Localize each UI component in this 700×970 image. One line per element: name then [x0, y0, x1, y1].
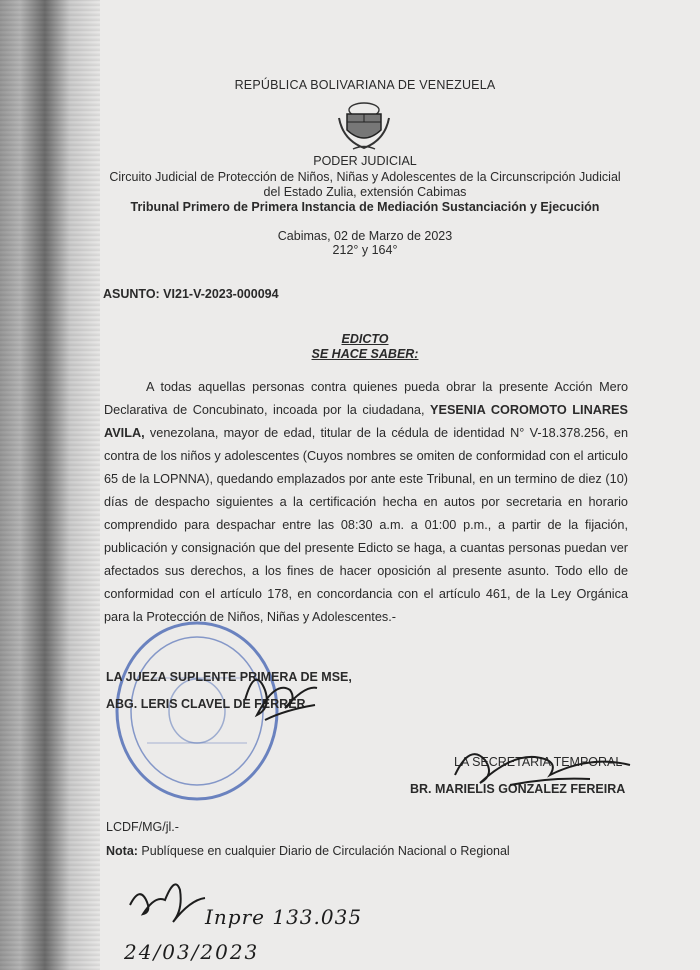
- handwritten-signature-icon: [125, 870, 210, 930]
- circuito-line-1: Circuito Judicial de Protección de Niños, Niñas y Adolescentes de la Circunscripción Judicial: [109, 170, 621, 184]
- date-block: [100, 229, 630, 257]
- applicant-name: YESENIA COROMOTO LINARES AVILA,: [104, 403, 628, 440]
- poder-judicial-heading: PODER JUDICIAL: [313, 154, 417, 168]
- edicto-title: [100, 332, 630, 362]
- body-part-1: A todas aquellas personas contra quienes pueda obrar la presente Acción Mero Declarativa de Concubinato, incoada por la ciudadana,: [104, 380, 628, 417]
- nota-label: Nota:: [106, 844, 138, 858]
- secretary-name: BR. MARIELIS GONZALEZ FEREIRA: [410, 782, 626, 796]
- circuito-line-2: del Estado Zulia, extensión Cabimas: [263, 185, 467, 199]
- judge-title: LA JUEZA SUPLENTE PRIMERA DE MSE,: [106, 670, 352, 684]
- inpre-handwritten: Inpre 133.035: [205, 905, 363, 929]
- coat-of-arms-icon: [335, 96, 393, 152]
- document-date: Cabimas, 02 de Marzo de 2023: [277, 229, 453, 243]
- reference-initials: LCDF/MG/jl.-: [106, 820, 179, 834]
- nota-text: Publíquese en cualquier Diario de Circulación Nacional o Regional: [137, 844, 510, 858]
- edicto-body: [104, 376, 628, 629]
- asunto-number: ASUNTO: VI21-V-2023-000094: [103, 287, 279, 301]
- body-part-2: venezolana, mayor de edad, titular de la cédula de identidad N° V-18.378.256, en contra de los niños y adolescentes (Cuyos nombres se omiten de conformidad con el articulo 65 de la LOPNNA), quedando emplazados por ante este Tribunal, en un termino de diez (10) días de despacho siguientes a la certificación hecha en autos por secretaria en horario comprendido para despachar entre las 08:30 a.m. a 01:00 p.m., a partir de la fijación, publicación y consignación que del presente Edicto se haga, a cuantas personas puedan ver afectados sus derechos, a los fines de hacer oposición al presente asunto. Todo ello de conformidad con el artículo 178, en concordancia con el artículo 461, de la Ley Orgánica para la Protección de Niños, Niñas y Adolescentes.-: [104, 426, 628, 624]
- date-handwritten: 24/03/2023: [124, 940, 260, 964]
- secretary-title: LA SECRETARIA TEMPORAL: [454, 755, 623, 769]
- publication-note: [106, 844, 510, 858]
- tribunal-heading: Tribunal Primero de Primera Instancia de Mediación Sustanciación y Ejecución: [130, 200, 600, 214]
- edicto-title-line-1: EDICTO: [341, 332, 389, 346]
- secretary-signature-icon: [440, 735, 640, 795]
- judge-name: ABG. LERIS CLAVEL DE FERRER: [106, 697, 306, 711]
- judge-signature-icon: [235, 660, 325, 735]
- circuito-heading: [100, 170, 630, 200]
- document-years: 212° y 164°: [332, 243, 398, 257]
- scan-edge-shadow: [0, 0, 100, 970]
- republic-heading: REPÚBLICA BOLIVARIANA DE VENEZUELA: [234, 78, 496, 92]
- edicto-title-line-2: SE HACE SABER:: [311, 347, 419, 361]
